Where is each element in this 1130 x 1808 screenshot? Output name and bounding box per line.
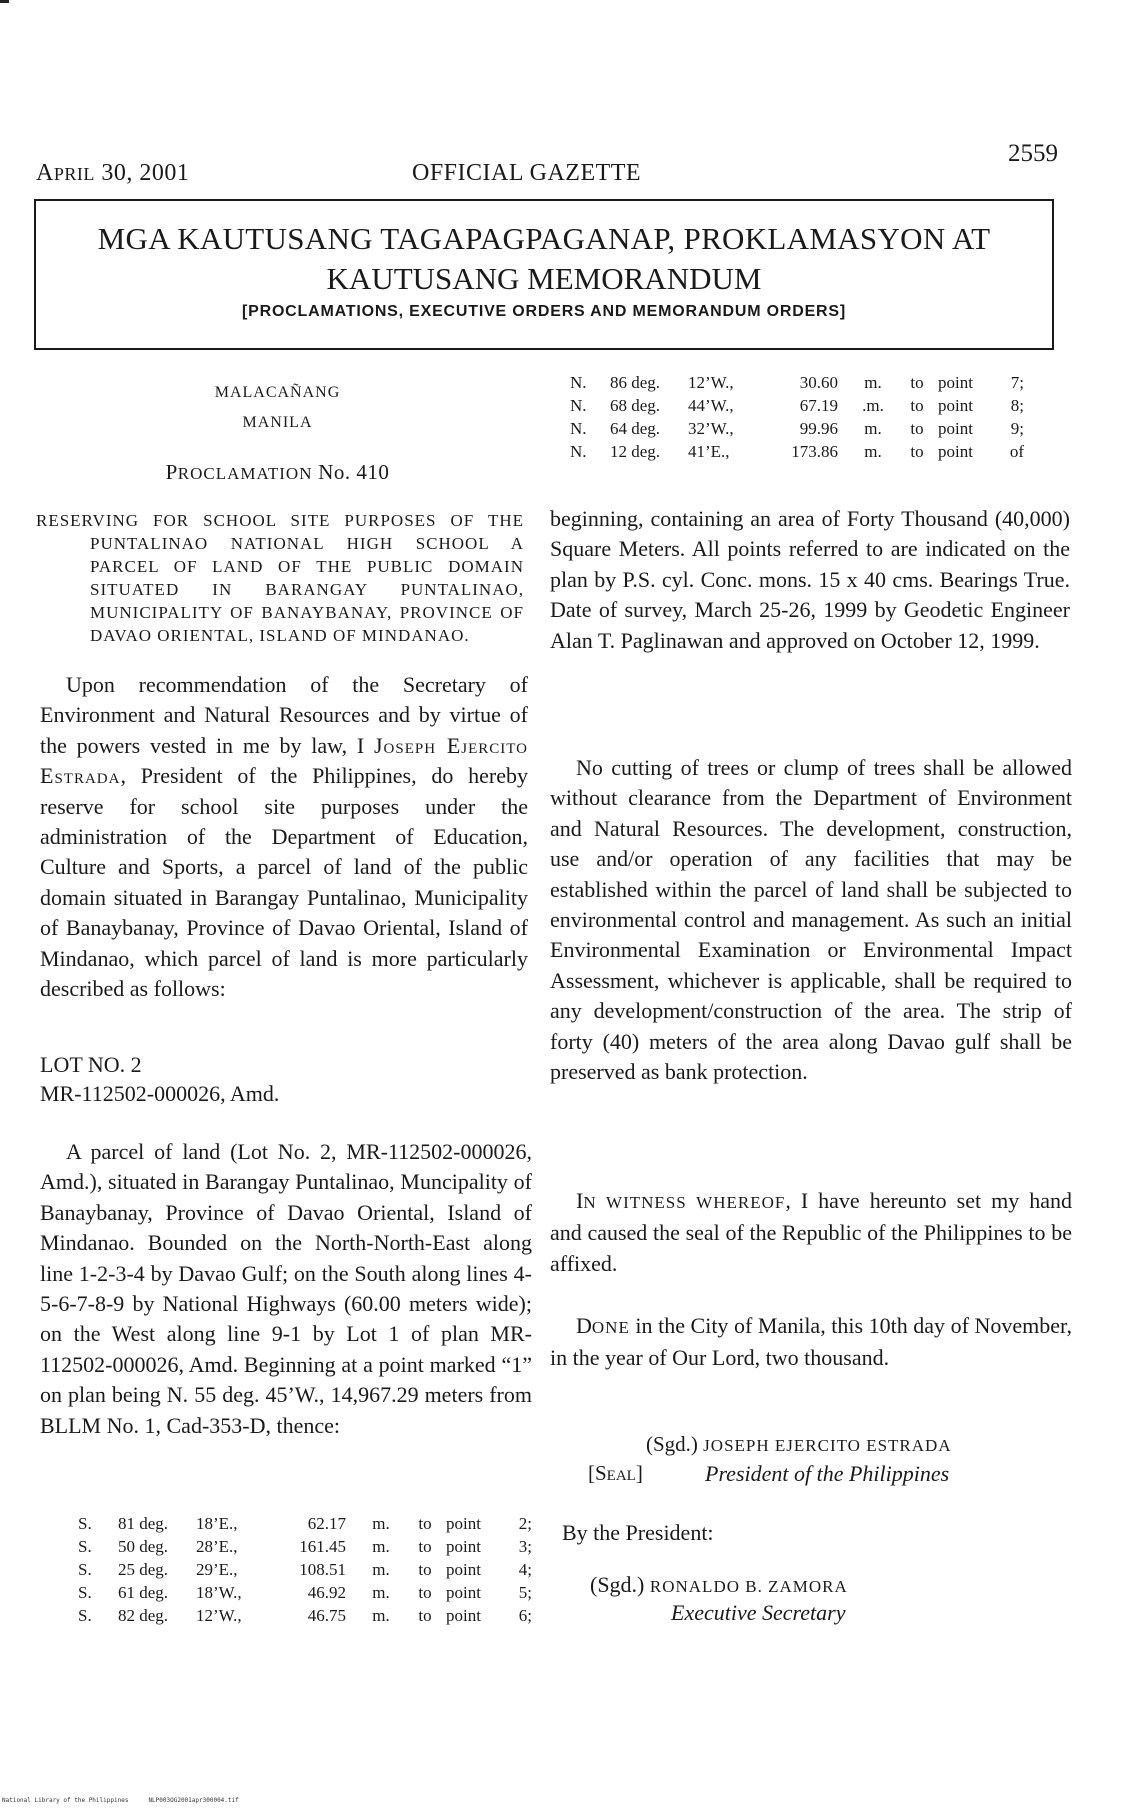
bearing-num: 5; bbox=[518, 1582, 532, 1602]
page-number: 2559 bbox=[1008, 140, 1058, 167]
recommendation-paragraph: Upon recommendation of the Secretary of Environment and Natural Resources and by virtue of the powers vested in me by law, I Joseph Ejercito Estrada, President of the Philippines, do hereby reserve for school site purposes under the administration of the Department of Education, Culture and Sports, a parcel of land of the public domain situated in Barangay Puntalinao, Municipality of Banaybanay, Province of Davao Oriental, Island of Mindanao, which parcel of land is more particularly described as follows: bbox=[40, 672, 528, 1002]
bearing-point: point bbox=[446, 1513, 481, 1533]
bearings-table-right bbox=[570, 371, 1024, 463]
bearing-row bbox=[570, 371, 1024, 394]
bearing-dir: N. bbox=[570, 441, 587, 461]
section-banner bbox=[34, 199, 1054, 350]
bearing-dist: 108.51 bbox=[299, 1559, 346, 1579]
scan-footer: National Library of the Philippines NLP003OG2001apr300004.tif bbox=[2, 1797, 239, 1804]
bearing-point: point bbox=[446, 1605, 481, 1625]
bearing-num: 3; bbox=[518, 1536, 532, 1556]
manila-label: MANILA bbox=[242, 414, 313, 431]
bearing-to: to bbox=[910, 372, 924, 392]
bearing-num: 9; bbox=[1010, 418, 1024, 438]
bearing-dist: 30.60 bbox=[799, 372, 838, 392]
seal-label: [Seal] bbox=[588, 1461, 643, 1485]
bearing-dir: N. bbox=[570, 395, 587, 415]
proclamation-subject: RESERVING FOR SCHOOL SITE PURPOSES OF THE PUNTALINAO NATIONAL HIGH SCHOOL A PARCEL OF LAND OF THE PUBLIC DOMAIN SITUATED IN BARANGAY PUNTALINAO, MUNICIPALITY OF BANAYBANAY, PROVINCE OF DAVAO ORIENTAL, ISLAND OF MINDANAO. bbox=[36, 511, 524, 645]
bearing-dir: S. bbox=[78, 1513, 92, 1533]
bearing-unit: m. bbox=[864, 372, 882, 392]
bearing-min: 12’W., bbox=[688, 372, 734, 392]
bearing-row bbox=[570, 417, 1024, 440]
bearing-deg: 25 deg. bbox=[118, 1559, 169, 1579]
by-the-president: By the President: bbox=[562, 1520, 714, 1545]
bearing-row bbox=[570, 440, 1024, 463]
bearing-dir: S. bbox=[78, 1582, 92, 1602]
bearing-num: of bbox=[1009, 441, 1024, 461]
banner-title-line1: MGA KAUTUSANG TAGAPAGPAGANAP, PROKLAMASYON AT bbox=[97, 221, 991, 256]
bearing-row bbox=[78, 1535, 532, 1558]
bearing-dist: 62.17 bbox=[307, 1513, 346, 1533]
banner-subtitle: [PROCLAMATIONS, EXECUTIVE ORDERS AND MEMORANDUM ORDERS] bbox=[241, 303, 846, 320]
banner-title-line2: KAUTUSANG MEMORANDUM bbox=[326, 261, 762, 296]
bearing-unit: m. bbox=[372, 1536, 390, 1556]
president-signature: (Sgd.) JOSEPH EJERCITO ESTRADA bbox=[646, 1432, 952, 1456]
bearings-table-left bbox=[78, 1512, 532, 1627]
bearing-to: to bbox=[418, 1605, 432, 1625]
malacanang-label: MALACAÑANG bbox=[214, 384, 341, 401]
bearing-num: 7; bbox=[1010, 372, 1024, 392]
bearing-row bbox=[78, 1604, 532, 1627]
bearing-row bbox=[78, 1581, 532, 1604]
bearing-num: 8; bbox=[1010, 395, 1024, 415]
witness-paragraph: IN WITNESS WHEREOF, I have hereunto set my hand and caused the seal of the Republic of the Philippines to be affixed. bbox=[550, 1188, 1072, 1276]
bearing-point: point bbox=[446, 1582, 481, 1602]
bearing-deg: 82 deg. bbox=[118, 1605, 169, 1625]
bearing-to: to bbox=[418, 1513, 432, 1533]
bearing-min: 12’W., bbox=[196, 1605, 242, 1625]
bearing-to: to bbox=[418, 1582, 432, 1602]
scan-corner-mark bbox=[0, 0, 9, 3]
bearing-deg: 12 deg. bbox=[610, 441, 661, 461]
bearing-deg: 64 deg. bbox=[610, 418, 661, 438]
president-title: President of the Philippines bbox=[705, 1461, 950, 1486]
lot-title: LOT NO. 2 bbox=[40, 1052, 142, 1077]
secretary-signature: (Sgd.) RONALDO B. ZAMORA bbox=[590, 1572, 848, 1597]
bearing-dist: 161.45 bbox=[299, 1536, 346, 1556]
bearing-point: point bbox=[938, 418, 973, 438]
issue-date: APRIL 30, 2001 bbox=[36, 160, 190, 186]
bearing-min: 28’E., bbox=[196, 1536, 238, 1556]
bearing-dist: 99.96 bbox=[799, 418, 838, 438]
bearing-dir: N. bbox=[570, 372, 587, 392]
bearing-to: to bbox=[910, 418, 924, 438]
bearing-deg: 86 deg. bbox=[610, 372, 661, 392]
bearing-dir: S. bbox=[78, 1605, 92, 1625]
bearing-min: 29’E., bbox=[196, 1559, 238, 1579]
lot-code: MR-112502-000026, Amd. bbox=[40, 1081, 280, 1106]
parcel-description: A parcel of land (Lot No. 2, MR-112502-000026, Amd.), situated in Barangay Puntalinao, Muncipality of Banaybanay, Province of Davao Oriental, Island of Mindanao. Bounded on the North-North-East along line 1-2-3-4 by Davao Gulf; on the South along lines 4-5-6-7-8-9 by National Highways (60.00 meters wide); on the West along line 9-1 by Lot 1 of plan MR-112502-000026, Amd. Beginning at a point marked “1” on plan being N. 55 deg. 45’W., 14,967.29 meters from BLLM No. 1, Cad-353-D, thence: bbox=[40, 1139, 532, 1438]
bearing-min: 18’E., bbox=[196, 1513, 238, 1533]
bearing-point: point bbox=[938, 395, 973, 415]
bearing-unit: m. bbox=[864, 418, 882, 438]
bearing-deg: 61 deg. bbox=[118, 1582, 169, 1602]
bearing-point: point bbox=[938, 441, 973, 461]
bearing-dist: 173.86 bbox=[791, 441, 838, 461]
bearing-unit: m. bbox=[372, 1605, 390, 1625]
bearing-num: 2; bbox=[518, 1513, 532, 1533]
done-paragraph: DONE in the City of Manila, this 10th day of November, in the year of Our Lord, two thousand. bbox=[550, 1313, 1072, 1371]
bearing-deg: 81 deg. bbox=[118, 1513, 169, 1533]
bearing-unit: m. bbox=[864, 441, 882, 461]
bearing-point: point bbox=[938, 372, 973, 392]
bearing-point: point bbox=[446, 1559, 481, 1579]
bearing-min: 44’W., bbox=[688, 395, 734, 415]
bearing-to: to bbox=[910, 441, 924, 461]
bearing-row bbox=[570, 394, 1024, 417]
bearing-deg: 50 deg. bbox=[118, 1536, 169, 1556]
bearing-dir: S. bbox=[78, 1559, 92, 1579]
bearing-min: 18’W., bbox=[196, 1582, 242, 1602]
bearing-to: to bbox=[418, 1559, 432, 1579]
gazette-title: OFFICIAL GAZETTE bbox=[412, 160, 642, 186]
bearing-dir: S. bbox=[78, 1536, 92, 1556]
bearing-unit: m. bbox=[372, 1582, 390, 1602]
bearing-row bbox=[78, 1558, 532, 1581]
bearing-min: 41’E., bbox=[688, 441, 730, 461]
tree-cutting-paragraph: No cutting of trees or clump of trees shall be allowed without clearance from the Department of Environment and Natural Resources. The development, construction, use and/or operation of any facilities that may be established within the parcel of land shall be subjected to environmental control and management. As such an initial Environmental Examination or Environmental Impact Assessment, whichever is applicable, shall be required to any development/construction of the area. The strip of forty (40) meters of the area along Davao gulf shall be preserved as bank protection. bbox=[550, 755, 1072, 1085]
proclamation-number: PROCLAMATION No. 410 bbox=[165, 460, 390, 484]
bearing-num: 6; bbox=[518, 1605, 532, 1625]
bearing-dist: 67.19 bbox=[799, 395, 838, 415]
secretary-title: Executive Secretary bbox=[671, 1600, 846, 1625]
area-paragraph: beginning, containing an area of Forty Thousand (40,000) Square Meters. All points referred to are indicated on the plan by P.S. cyl. Conc. mons. 15 x 40 cms. Bearings True. Date of survey, March 25-26, 1999 by Geodetic Engineer Alan T. Paglinawan and approved on October 12, 1999. bbox=[550, 506, 1070, 653]
bearing-unit: m. bbox=[372, 1513, 390, 1533]
bearing-row bbox=[78, 1512, 532, 1535]
bearing-point: point bbox=[446, 1536, 481, 1556]
bearing-deg: 68 deg. bbox=[610, 395, 661, 415]
bearing-dist: 46.92 bbox=[307, 1582, 346, 1602]
bearing-dist: 46.75 bbox=[307, 1605, 346, 1625]
bearing-min: 32’W., bbox=[688, 418, 734, 438]
bearing-dir: N. bbox=[570, 418, 587, 438]
bearing-to: to bbox=[418, 1536, 432, 1556]
bearing-to: to bbox=[910, 395, 924, 415]
bearing-unit: m. bbox=[372, 1559, 390, 1579]
bearing-num: 4; bbox=[518, 1559, 532, 1579]
bearing-unit: .m. bbox=[862, 395, 884, 415]
